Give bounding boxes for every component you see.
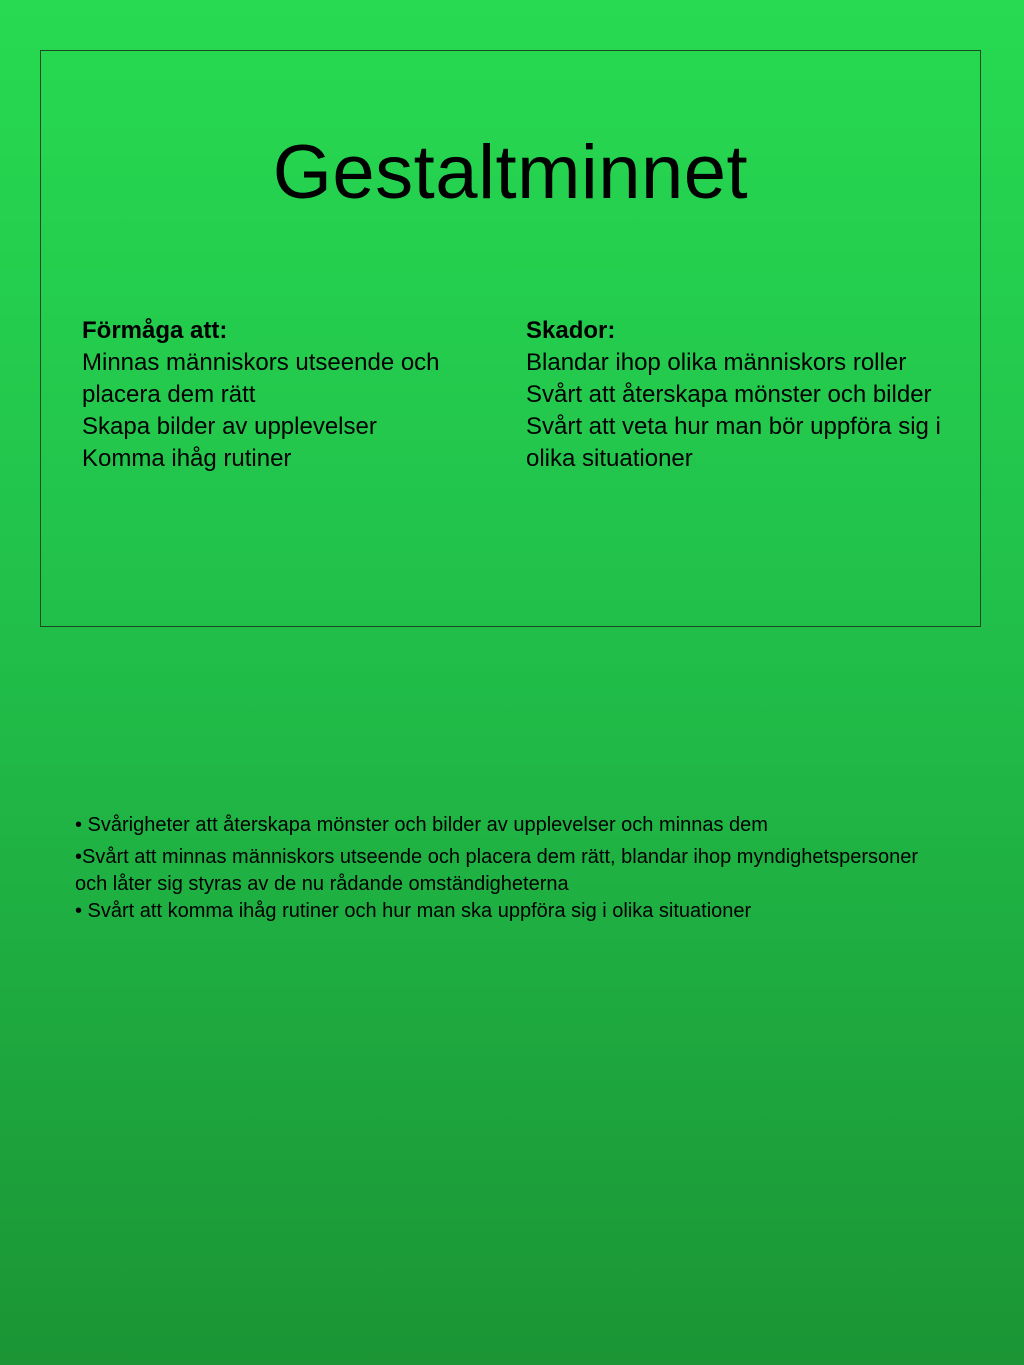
slide-title: Gestaltminnet <box>272 130 749 215</box>
summary-item: •Svårt att minnas människors utseende och placera dem rätt, blandar ihop myndighetspersoner och låter sig styras av de nu rådande omständigheterna <box>75 846 919 895</box>
damage-item: Svårt att veta hur man bör uppföra sig i olika situationer <box>526 413 941 472</box>
summary-item: • Svårigheter att återskapa mönster och bilder av upplevelser och minnas dem <box>75 814 768 836</box>
summary-item: • Svårt att komma ihåg rutiner och hur man ska uppföra sig i olika situationer <box>75 900 752 922</box>
summary-list <box>75 812 955 925</box>
ability-item: Skapa bilder av upplevelser <box>82 413 377 440</box>
damage-item: Blandar ihop olika människors roller <box>526 349 907 376</box>
ability-column <box>82 315 502 475</box>
damage-heading: Skador: <box>526 317 616 344</box>
damage-item: Svårt att återskapa mönster och bilder <box>526 381 932 408</box>
ability-heading: Förmåga att: <box>82 317 228 344</box>
ability-item: Komma ihåg rutiner <box>82 445 292 472</box>
damage-column <box>526 315 966 475</box>
content-frame <box>40 50 981 627</box>
ability-item: Minnas människors utseende och placera dem rätt <box>82 349 440 408</box>
